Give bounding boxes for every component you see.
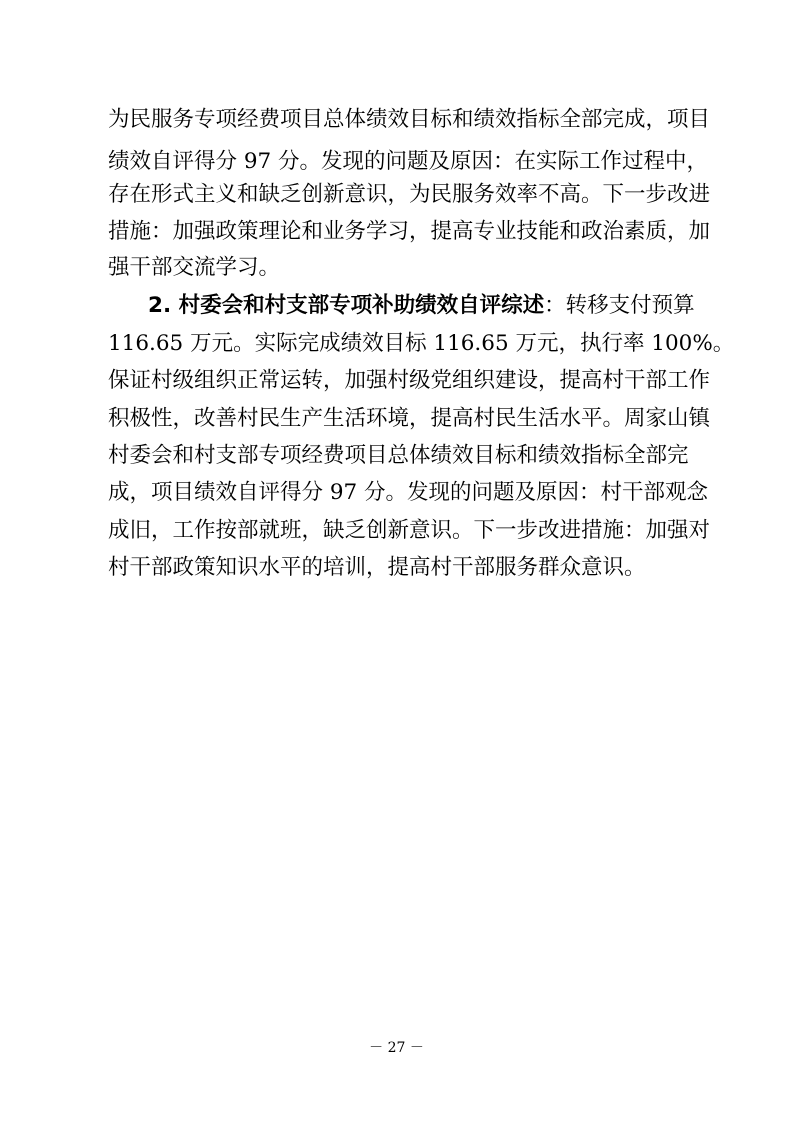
paragraph-1-line-3: 存在形式主义和缺乏创新意识，为民服务效率不高。下一步改进 <box>108 182 711 207</box>
paragraph-1-line-4: 措施：加强政策理论和业务学习，提高专业技能和政治素质，加 <box>108 219 711 244</box>
paragraph-1-line-5: 强干部交流学习。 <box>108 255 281 280</box>
paragraph-2-line-2: 116.65 万元。实际完成绩效目标 116.65 万元，执行率 100%。 <box>108 331 735 356</box>
page-number: － 27 － <box>369 1040 424 1056</box>
paragraph-2-line-5: 村委会和村支部专项经费项目总体绩效目标和绩效指标全部完 <box>108 443 689 468</box>
paragraph-2-line-3: 保证村级组织正常运转，加强村级党组织建设，提高村干部工作 <box>108 368 711 393</box>
paragraph-2-line-8: 村干部政策知识水平的培训，提高村干部服务群众意识。 <box>108 555 646 580</box>
paragraph-1-line-1: 为民服务专项经费项目总体绩效目标和绩效指标全部完成，项目 <box>108 107 711 132</box>
paragraph-2-first-line-text: ：转移支付预算 <box>544 293 695 318</box>
section-heading: 2. 村委会和村支部专项补助绩效自评综述 <box>148 293 545 318</box>
paragraph-1-line-2: 绩效自评得分 97 分。发现的问题及原因：在实际工作过程中， <box>108 149 709 174</box>
paragraph-2-line-4: 积极性，改善村民生产生活环境，提高村民生活水平。周家山镇 <box>108 406 711 431</box>
paragraph-2-first-line <box>148 293 695 319</box>
paragraph-2-line-7: 成旧，工作按部就班，缺乏创新意识。下一步改进措施：加强对 <box>108 518 711 543</box>
paragraph-2-line-6: 成，项目绩效自评得分 97 分。发现的问题及原因：村干部观念 <box>108 480 709 505</box>
